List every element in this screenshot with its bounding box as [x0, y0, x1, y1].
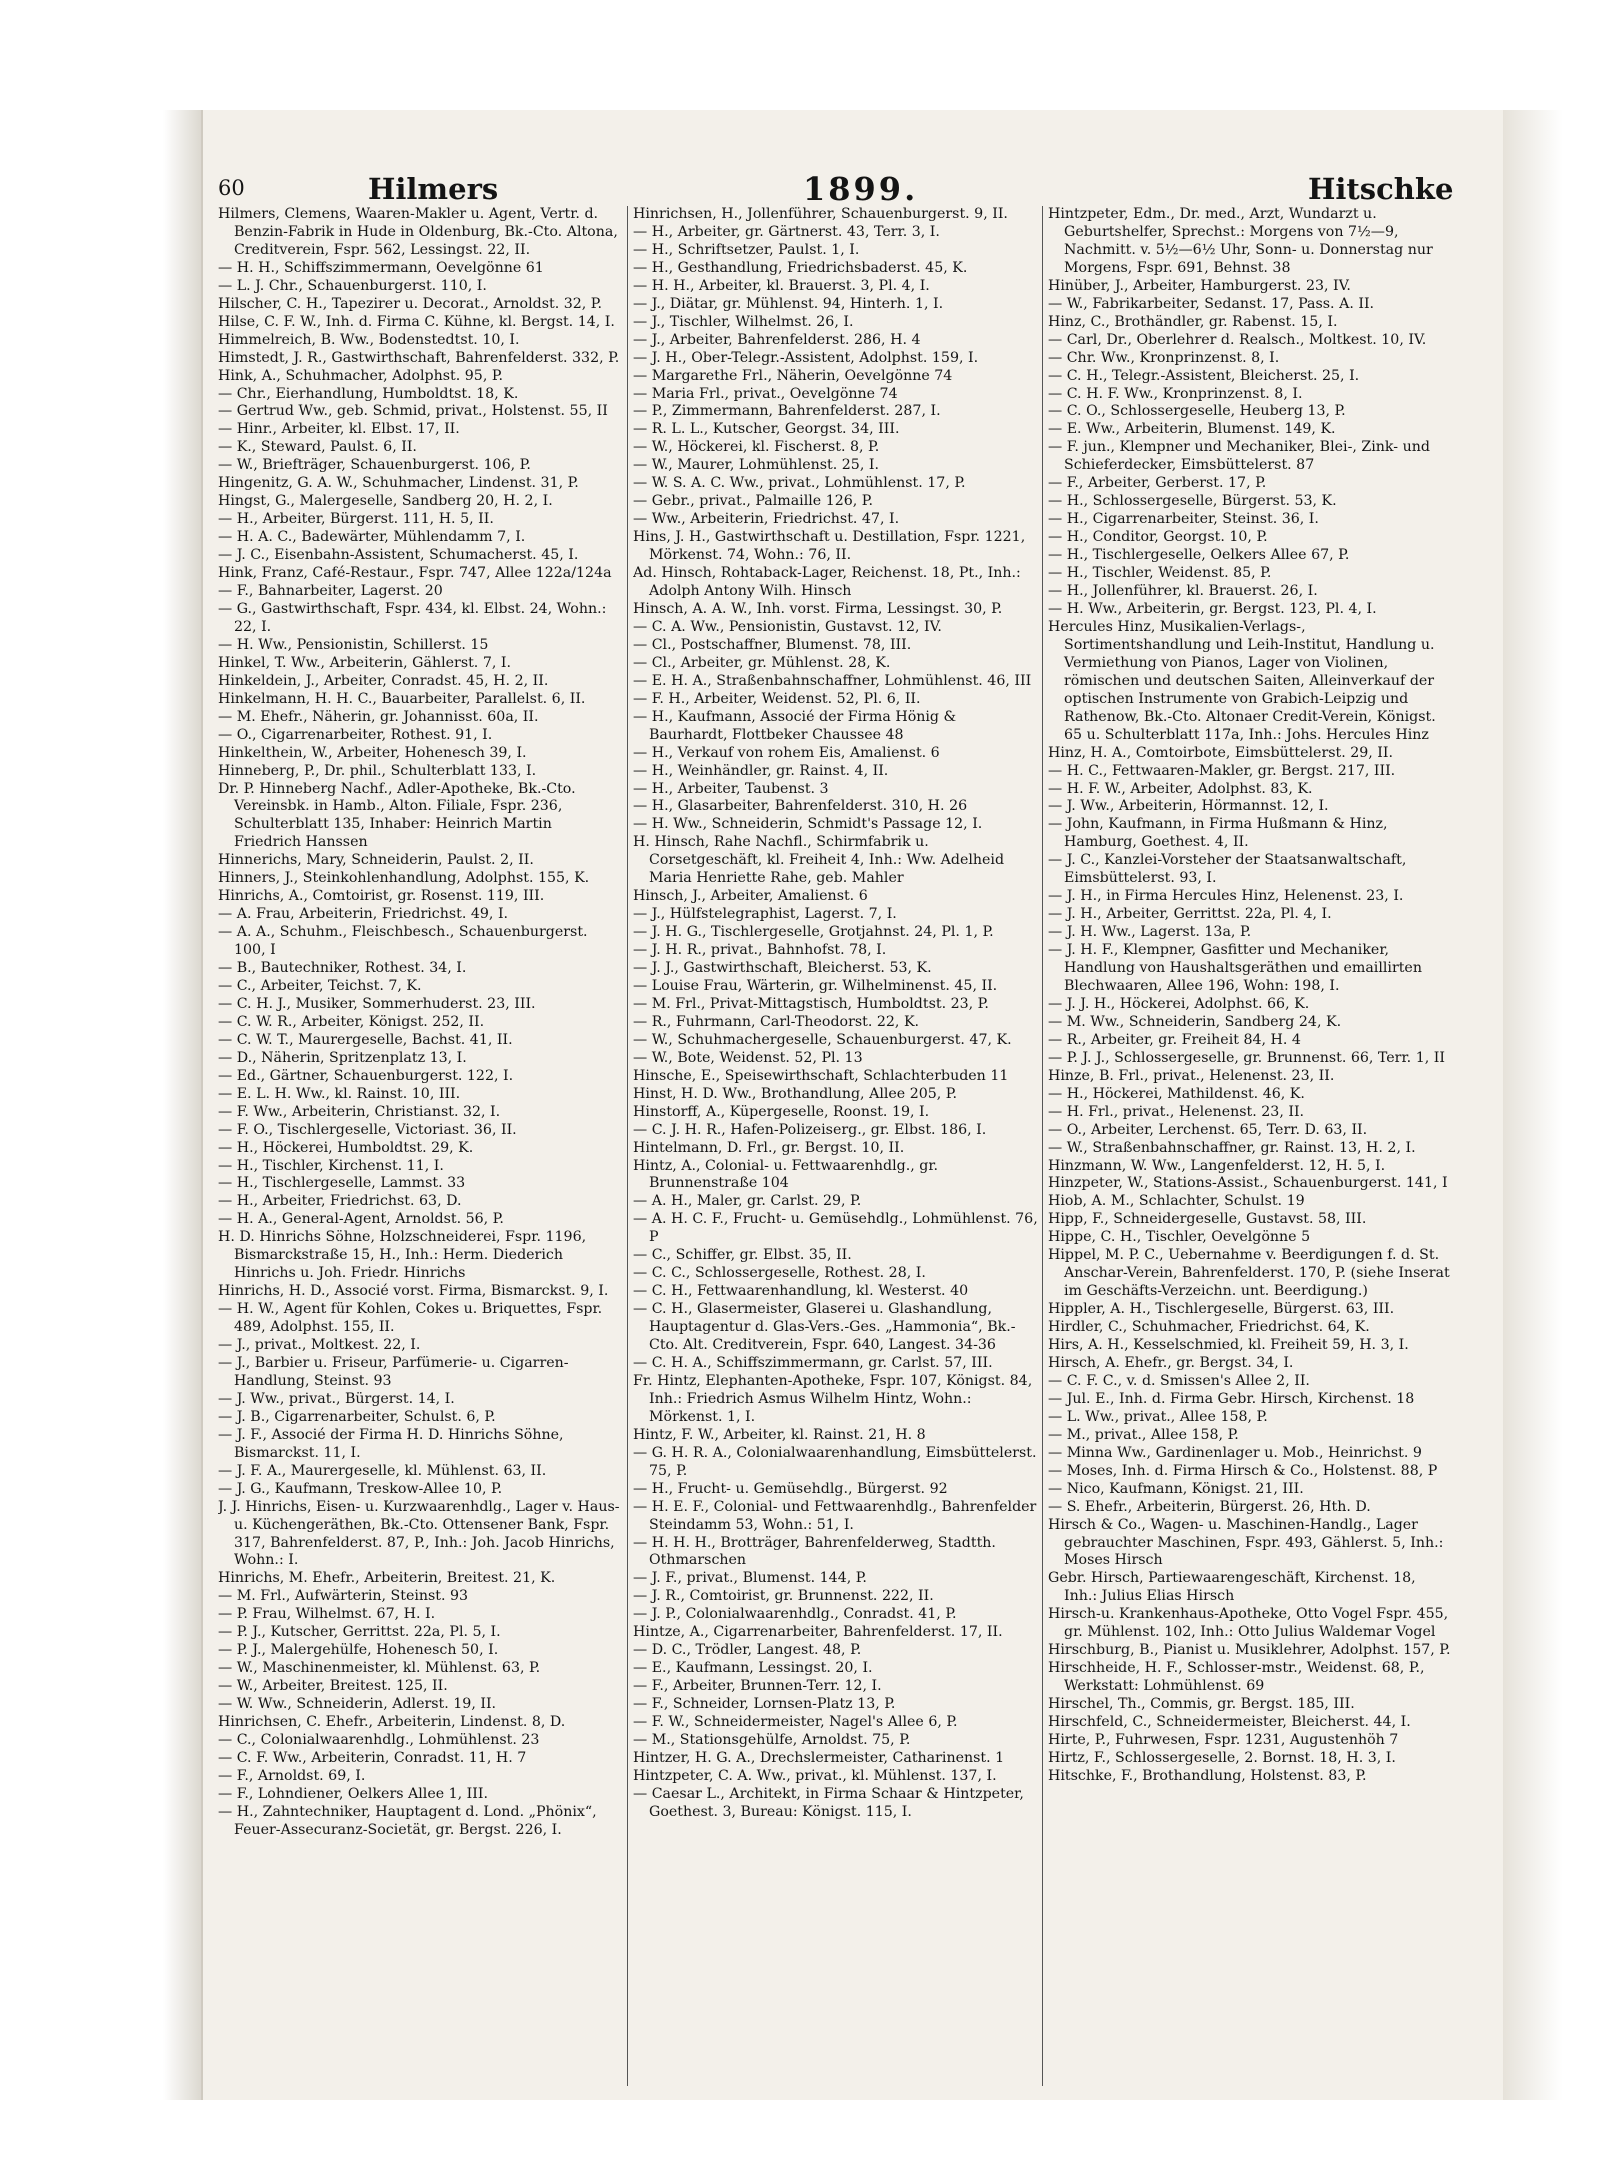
directory-entry: Hink, Franz, Café-Restaur., Fspr. 747, Allee 122a/124a: [218, 565, 612, 582]
directory-entry: — F., Arnoldst. 69, I.: [218, 1767, 366, 1784]
directory-entry: — J. F., privat., Blumenst. 144, P.: [633, 1570, 867, 1587]
directory-entry: — Gertrud Ww., geb. Schmid, privat., Holstenst. 55, II: [218, 403, 608, 420]
directory-entry: — F. H., Arbeiter, Weidenst. 52, Pl. 6, II.: [633, 690, 921, 707]
directory-entry: Himmelreich, B. Ww., Bodenstedtst. 10, I.: [218, 331, 520, 348]
directory-entry: — C. A. Ww., Pensionistin, Gustavst. 12, IV.: [633, 618, 942, 635]
directory-entry: — C. J. H. R., Hafen-Polizeiserg., gr. Elbst. 186, I.: [633, 1121, 987, 1138]
directory-entry: — K., Steward, Paulst. 6, II.: [218, 439, 417, 456]
directory-entry: — H. Frl., privat., Helenenst. 23, II.: [1048, 1103, 1305, 1120]
directory-entry: — H., Kaufmann, Associé der Firma Hönig & Baurhardt, Flottbeker Chaussee 48: [633, 708, 957, 743]
directory-entry: Hercules Hinz, Musikalien-Verlags-, Sortimentshandlung und Leih-Institut, Handlung u. Vermiethung von Pianos, Lager von Violinen, römischen und deutschen Saiten, Alleinverkauf der optischen Instrumente von Grabich-Leipzig und Rathenow, Bk.-Cto. Altonaer Credit-Verein, Königst. 65 u. Schulterblatt 117a, Inh.: Johs. Hercules Hinz: [1048, 618, 1436, 743]
directory-entry: Hintelmann, D. Frl., gr. Bergst. 10, II.: [633, 1139, 905, 1156]
directory-entry: — H. W., Agent für Kohlen, Cokes u. Briquettes, Fspr. 489, Adolphst. 155, II.: [218, 1301, 603, 1336]
directory-entry: — R. L. L., Kutscher, Georgst. 34, III.: [633, 421, 900, 438]
directory-entry: Hinners, J., Steinkohlenhandlung, Adolphst. 155, K.: [218, 870, 590, 887]
directory-entry: — C. W. T., Maurergeselle, Bachst. 41, II.: [218, 1031, 513, 1048]
column-divider: [1042, 206, 1043, 2086]
directory-entry: Hirschburg, B., Pianist u. Musiklehrer, Adolphst. 157, P.: [1048, 1642, 1451, 1659]
directory-entry: Ad. Hinsch, Rohtaback-Lager, Reichenst. 18, Pt., Inh.: Adolph Antony Wilh. Hinsch: [633, 565, 1021, 600]
directory-entry: — P. J., Malergehülfe, Hohenesch 50, I.: [218, 1642, 499, 1659]
directory-entry: — H. H., Schiffszimmermann, Oevelgönne 61: [218, 259, 544, 276]
directory-entry: — H., Höckerei, Mathildenst. 46, K.: [1048, 1085, 1305, 1102]
directory-entry: — C. F. C., v. d. Smissen's Allee 2, II.: [1048, 1372, 1310, 1389]
directory-entry: — J., privat., Moltkest. 22, I.: [218, 1337, 421, 1354]
directory-entry: Hippe, C. H., Tischler, Oevelgönne 5: [1048, 1229, 1311, 1246]
directory-entry: — C. H., Telegr.-Assistent, Bleicherst. 25, I.: [1048, 367, 1360, 384]
column-divider: [627, 206, 628, 2086]
year-title: 1899.: [803, 170, 919, 208]
directory-entry: — F. W., Schneidermeister, Nagel's Allee 6, P.: [633, 1714, 958, 1731]
directory-entry: — H. H., Arbeiter, kl. Brauerst. 3, Pl. 4, I.: [633, 277, 930, 294]
directory-entry: — H., Jollenführer, kl. Brauerst. 26, I.: [1048, 583, 1318, 600]
directory-entry: — C. C., Schlossergeselle, Rothest. 28, I.: [633, 1265, 926, 1282]
directory-entry: — J. P., Colonialwaarenhdlg., Conradst. 41, P.: [633, 1606, 957, 1623]
directory-entry: — J. H., Ober-Telegr.-Assistent, Adolphst. 159, I.: [633, 349, 979, 366]
directory-entry: Hinrichs, M. Ehefr., Arbeiterin, Breitest. 21, K.: [218, 1570, 556, 1587]
directory-entry: — J., Diätar, gr. Mühlenst. 94, Hinterh. 1, I.: [633, 295, 944, 312]
directory-entry: — J. H. G., Tischlergeselle, Grotjahnst. 24, Pl. 1, P.: [633, 924, 994, 941]
directory-entry: — M. Ehefr., Näherin, gr. Johannisst. 60a, II.: [218, 708, 539, 725]
directory-entry: Hintz, A., Colonial- u. Fettwaarenhdlg., gr. Brunnenstraße 104: [633, 1157, 939, 1192]
directory-entry: — H. H. H., Brotträger, Bahrenfelderweg, Stadtth. Othmarschen: [633, 1534, 996, 1569]
directory-entry: — H., Tischlergeselle, Lammst. 33: [218, 1175, 466, 1192]
directory-entry: — Cl., Postschaffner, Blumenst. 78, III.: [633, 636, 912, 653]
directory-entry: Dr. P. Hinneberg Nachf., Adler-Apotheke, Bk.-Cto. Vereinsbk. in Hamb., Alton. Filiale, Fspr. 236, Schulterblatt 135, Inhaber: Heinrich Martin Friedrich Hanssen: [218, 780, 576, 851]
directory-entry: — H. F. W., Arbeiter, Adolphst. 83, K.: [1048, 780, 1313, 797]
directory-entry: Hinzmann, W. Ww., Langenfelderst. 12, H. 5, I.: [1048, 1157, 1386, 1174]
directory-entry: Hintzpeter, C. A. Ww., privat., kl. Mühlenst. 137, I.: [633, 1767, 997, 1784]
directory-entry: — J. H. F., Klempner, Gasfitter und Mechaniker, Handlung von Haushaltsgeräthen und emaillirten Blechwaaren, Allee 196, Wohn: 198, I.: [1048, 942, 1422, 994]
left-running-title: Hilmers: [368, 172, 499, 206]
directory-entry: — W., Höckerei, kl. Fischerst. 8, P.: [633, 439, 880, 456]
directory-entry: — Moses, Inh. d. Firma Hirsch & Co., Holstenst. 88, P: [1048, 1462, 1438, 1479]
directory-entry: — J. Ww., Arbeiterin, Hörmannst. 12, I.: [1048, 798, 1329, 815]
directory-entry: — J. C., Kanzlei-Vorsteher der Staatsanwaltschaft, Eimsbüttelerst. 93, I.: [1048, 852, 1407, 887]
directory-entry: Hinkelthein, W., Arbeiter, Hohenesch 39, I.: [218, 744, 527, 761]
directory-entry: — Hinr., Arbeiter, kl. Elbst. 17, II.: [218, 421, 460, 438]
directory-entry: — J., Arbeiter, Bahrenfelderst. 286, H. 4: [633, 331, 921, 348]
directory-entry: — W., Maurer, Lohmühlenst. 25, I.: [633, 457, 879, 474]
directory-entry: — H., Arbeiter, gr. Gärtnerst. 43, Terr. 3, I.: [633, 223, 940, 240]
directory-entry: Hintz, F. W., Arbeiter, kl. Rainst. 21, H. 8: [633, 1426, 926, 1443]
directory-entry: — J. B., Cigarrenarbeiter, Schulst. 6, P.: [218, 1408, 496, 1425]
directory-entry: Hintzer, H. G. A., Drechslermeister, Catharinenst. 1: [633, 1749, 1005, 1766]
directory-entry: Hirte, P., Fuhrwesen, Fspr. 1231, Augustenhöh 7: [1048, 1732, 1399, 1749]
directory-entry: Hinsch, J., Arbeiter, Amalienst. 6: [633, 888, 868, 905]
directory-entry: — H. Ww., Schneiderin, Schmidt's Passage 12, I.: [633, 816, 983, 833]
directory-entry: — C. H., Glasermeister, Glaserei u. Glashandlung, Hauptagentur d. Glas-Vers.-Ges. „Hammonia“, Bk.-Cto. Alt. Creditverein, Fspr. 640, Langest. 34-36: [633, 1301, 1016, 1354]
directory-entry: — H. Ww., Pensionistin, Schillerst. 15: [218, 636, 489, 653]
directory-entry: — P. J., Kutscher, Gerrittst. 22a, Pl. 5, I.: [218, 1624, 501, 1641]
directory-entry: — H., Gesthandlung, Friedrichsbaderst. 45, K.: [633, 259, 968, 276]
page-header: [218, 170, 1483, 210]
directory-entry: Hins, J. H., Gastwirthschaft u. Destillation, Fspr. 1221, Mörkenst. 74, Wohn.: 76, II.: [633, 529, 1026, 564]
directory-entry: Hipp, F., Schneidergeselle, Gustavst. 58, III.: [1048, 1211, 1367, 1228]
directory-entry: J. J. Hinrichs, Eisen- u. Kurzwaarenhdlg., Lager v. Haus- u. Küchengeräthen, Bk.-Cto. Ottensener Bank, Fspr. 317, Bahrenfelderst. 87, P., Inh.: Joh. Jacob Hinrichs, Wohn.: I.: [218, 1498, 620, 1569]
directory-entry: — P., Zimmermann, Bahrenfelderst. 287, I.: [633, 403, 941, 420]
directory-entry: H. Hinsch, Rahe Nachfl., Schirmfabrik u. Corsetgeschäft, kl. Freiheit 4, Inh.: Ww. Adelheid Maria Henriette Rahe, geb. Mahler: [633, 834, 1005, 887]
directory-entry: — D., Näherin, Spritzenplatz 13, I.: [218, 1049, 467, 1066]
directory-entry: Hirtz, F., Schlossergeselle, 2. Bornst. 18, H. 3, I.: [1048, 1749, 1396, 1766]
directory-entry: — F. Ww., Arbeiterin, Christianst. 32, I.: [218, 1103, 501, 1120]
directory-entry: — P. Frau, Wilhelmst. 67, H. I.: [218, 1606, 436, 1623]
directory-entry: — A. H., Maler, gr. Carlst. 29, P.: [633, 1193, 862, 1210]
directory-entry: — O., Cigarrenarbeiter, Rothest. 91, I.: [218, 726, 493, 743]
directory-entry: — Nico, Kaufmann, Königst. 21, III.: [1048, 1480, 1304, 1497]
directory-entry: Hinzpeter, W., Stations-Assist., Schauenburgerst. 141, I: [1048, 1175, 1448, 1192]
directory-column-3: [1048, 206, 1453, 2086]
directory-entry: — M. Frl., Aufwärterin, Steinst. 93: [218, 1588, 469, 1605]
directory-entry: Fr. Hintz, Elephanten-Apotheke, Fspr. 107, Königst. 84, Inh.: Friedrich Asmus Wilhelm Hintz, Wohn.: Mörkenst. 1, I.: [633, 1372, 1033, 1425]
directory-entry: — W., Straßenbahnschaffner, gr. Rainst. 13, H. 2, I.: [1048, 1139, 1416, 1156]
directory-entry: — O., Arbeiter, Lerchenst. 65, Terr. D. 63, II.: [1048, 1121, 1368, 1138]
directory-entry: — H., Verkauf von rohem Eis, Amalienst. 6: [633, 744, 940, 761]
directory-entry: Gebr. Hirsch, Partiewaarengeschäft, Kirchenst. 18, Inh.: Julius Elias Hirsch: [1048, 1570, 1416, 1605]
directory-entry: — H., Schlossergeselle, Bürgerst. 53, K.: [1048, 493, 1337, 510]
directory-entry: Hinstorff, A., Küpergeselle, Roonst. 19, I.: [633, 1103, 930, 1120]
directory-entry: — W. S. A. C. Ww., privat., Lohmühlenst. 17, P.: [633, 475, 966, 492]
directory-entry: Hiob, A. M., Schlachter, Schulst. 19: [1048, 1193, 1305, 1210]
directory-entry: Hilmers, Clemens, Waaren-Makler u. Agent, Vertr. d. Benzin-Fabrik in Hude in Oldenburg, Bk.-Cto. Altona, Creditverein, Fspr. 562, Lessingst. 22, II.: [218, 206, 618, 258]
directory-entry: — J. H., in Firma Hercules Hinz, Helenenst. 23, I.: [1048, 888, 1404, 905]
directory-column-2: [633, 206, 1038, 2086]
directory-entry: — D. C., Trödler, Langest. 48, P.: [633, 1642, 862, 1659]
directory-entry: — J. F. A., Maurergeselle, kl. Mühlenst. 63, II.: [218, 1462, 547, 1479]
directory-entry: — C. H. F. Ww., Kronprinzenst. 8, I.: [1048, 385, 1303, 402]
directory-entry: — M., Stationsgehülfe, Arnoldst. 75, P.: [633, 1732, 911, 1749]
directory-entry: Hinsche, E., Speisewirthschaft, Schlachterbuden 11: [633, 1067, 1009, 1084]
directory-entry: — A. Frau, Arbeiterin, Friedrichst. 49, I.: [218, 906, 509, 923]
directory-entry: — W., Bote, Weidenst. 52, Pl. 13: [633, 1049, 863, 1066]
directory-entry: — H., Weinhändler, gr. Rainst. 4, II.: [633, 762, 889, 779]
directory-entry: Hitschke, F., Brothandlung, Holstenst. 83, P.: [1048, 1767, 1367, 1784]
directory-entry: — Carl, Dr., Oberlehrer d. Realsch., Moltkest. 10, IV.: [1048, 331, 1427, 348]
directory-entry: Hirs, A. H., Kesselschmied, kl. Freiheit 59, H. 3, I.: [1048, 1337, 1409, 1354]
directory-entry: — R., Arbeiter, gr. Freiheit 84, H. 4: [1048, 1031, 1301, 1048]
directory-entry: Hinrichs, H. D., Associé vorst. Firma, Bismarckst. 9, I.: [218, 1283, 609, 1300]
directory-entry: — R., Fuhrmann, Carl-Theodorst. 22, K.: [633, 1013, 920, 1030]
directory-entry: — C., Schiffer, gr. Elbst. 35, II.: [633, 1247, 852, 1264]
directory-entry: — L. Ww., privat., Allee 158, P.: [1048, 1408, 1268, 1425]
directory-entry: — H., Cigarrenarbeiter, Steinst. 36, I.: [1048, 511, 1319, 528]
directory-entry: — F. O., Tischlergeselle, Victoriast. 36, II.: [218, 1121, 517, 1138]
directory-entry: — H. C., Fettwaaren-Makler, gr. Bergst. 217, III.: [1048, 762, 1396, 779]
directory-entry: — J. R., Comtoirist, gr. Brunnenst. 222, II.: [633, 1588, 934, 1605]
directory-entry: — J. H. Ww., Lagerst. 13a, P.: [1048, 924, 1252, 941]
directory-entry: Hinz, H. A., Comtoirbote, Eimsbüttelerst. 29, II.: [1048, 744, 1394, 761]
directory-entry: — J., Barbier u. Friseur, Parfümerie- u. Cigarren-Handlung, Steinst. 93: [218, 1355, 569, 1389]
directory-entry: — E., Kaufmann, Lessingst. 20, I.: [633, 1660, 873, 1677]
directory-entry: — Minna Ww., Gardinenlager u. Mob., Heinrichst. 9: [1048, 1444, 1422, 1461]
directory-entry: — Gebr., privat., Palmaille 126, P.: [633, 493, 873, 510]
right-running-title: Hitschke: [1308, 172, 1454, 206]
directory-entry: — F., Arbeiter, Brunnen-Terr. 12, I.: [633, 1678, 882, 1695]
directory-entry: — B., Bautechniker, Rothest. 34, I.: [218, 960, 467, 977]
directory-entry: Hinrichsen, C. Ehefr., Arbeiterin, Lindenst. 8, D.: [218, 1714, 566, 1731]
directory-entry: Hinkelmann, H. H. C., Bauarbeiter, Parallelst. 6, II.: [218, 690, 586, 707]
directory-entry: — M. Ww., Schneiderin, Sandberg 24, K.: [1048, 1013, 1342, 1030]
directory-entry: — C. O., Schlossergeselle, Heuberg 13, P.: [1048, 403, 1346, 420]
directory-entry: Hirschfeld, C., Schneidermeister, Bleicherst. 44, I.: [1048, 1714, 1411, 1731]
directory-entry: — S. Ehefr., Arbeiterin, Bürgerst. 26, Hth. D.: [1048, 1498, 1371, 1515]
directory-entry: — C. F. Ww., Arbeiterin, Conradst. 11, H. 7: [218, 1749, 527, 1766]
directory-entry: — F., Bahnarbeiter, Lagerst. 20: [218, 583, 443, 600]
directory-entry: — H., Tischler, Weidenst. 85, P.: [1048, 565, 1272, 582]
directory-entry: — J., Hülfstelegraphist, Lagerst. 7, I.: [633, 906, 897, 923]
directory-entry: — H., Arbeiter, Taubenst. 3: [633, 780, 829, 797]
directory-entry: — E. Ww., Arbeiterin, Blumenst. 149, K.: [1048, 421, 1336, 438]
directory-entry: Hingst, G., Malergeselle, Sandberg 20, H. 2, I.: [218, 493, 553, 510]
directory-entry: Hinnerichs, Mary, Schneiderin, Paulst. 2, II.: [218, 852, 534, 869]
directory-entry: — H., Arbeiter, Bürgerst. 111, H. 5, II.: [218, 511, 494, 528]
directory-entry: — J. Ww., privat., Bürgerst. 14, I.: [218, 1390, 455, 1407]
directory-entry: Hintzpeter, Edm., Dr. med., Arzt, Wundarzt u. Geburtshelfer, Sprechst.: Morgens von 7½—9, Nachmitt. v. 5½—6½ Uhr, Sonn- u. Donnerstag nur Morgens, Fspr. 691, Behnst. 38: [1048, 206, 1433, 276]
directory-entry: — John, Kaufmann, in Firma Hußmann & Hinz, Hamburg, Goethest. 4, II.: [1048, 816, 1388, 851]
directory-entry: — F., Arbeiter, Gerberst. 17, P.: [1048, 475, 1267, 492]
directory-entry: Hinrichsen, H., Jollenführer, Schauenburgerst. 9, II.: [633, 206, 1008, 222]
directory-entry: — H. A. C., Badewärter, Mühlendamm 7, I.: [218, 529, 526, 546]
directory-entry: — Chr. Ww., Kronprinzenst. 8, I.: [1048, 349, 1280, 366]
directory-entry: — Ww., Arbeiterin, Friedrichst. 47, I.: [633, 511, 900, 528]
directory-entry: Hinkeldein, J., Arbeiter, Conradst. 45, H. 2, II.: [218, 672, 549, 689]
directory-entry: Hinkel, T. Ww., Arbeiterin, Gählerst. 7, I.: [218, 654, 511, 671]
directory-entry: Hippler, A. H., Tischlergeselle, Bürgerst. 63, III.: [1048, 1301, 1395, 1318]
directory-entry: — C., Arbeiter, Teichst. 7, K.: [218, 977, 422, 994]
directory-entry: Hirsch & Co., Wagen- u. Maschinen-Handlg., Lager gebrauchter Maschinen, Fspr. 493, Gählerst. 5, Inh.: Moses Hirsch: [1048, 1516, 1444, 1569]
directory-entry: — F. jun., Klempner und Mechaniker, Blei-, Zink- und Schieferdecker, Eimsbüttelerst. 87: [1048, 439, 1430, 474]
directory-entry: Hirschheide, H. F., Schlosser-mstr., Weidenst. 68, P., Werkstatt: Lohmühlenst. 69: [1048, 1660, 1425, 1695]
directory-entry: — J. G., Kaufmann, Treskow-Allee 10, P.: [218, 1480, 503, 1497]
directory-entry: — H., Glasarbeiter, Bahrenfelderst. 310, H. 26: [633, 798, 968, 815]
page-number: 60: [218, 176, 245, 200]
directory-entry: — M., privat., Allee 158, P.: [1048, 1426, 1239, 1443]
directory-entry: Hirsch-u. Krankenhaus-Apotheke, Otto Vogel Fspr. 455, gr. Mühlenst. 102, Inh.: Otto Julius Waldemar Vogel: [1048, 1606, 1449, 1641]
directory-entry: Hinze, B. Frl., privat., Helenenst. 23, II.: [1048, 1067, 1335, 1084]
directory-entry: Hinst, H. D. Ww., Brothandlung, Allee 205, P.: [633, 1085, 957, 1102]
directory-page: [200, 110, 1503, 2100]
directory-entry: — W., Schuhmachergeselle, Schauenburgerst. 47, K.: [633, 1031, 1012, 1048]
directory-entry: — W. Ww., Schneiderin, Adlerst. 19, II.: [218, 1696, 497, 1713]
directory-entry: — J. H. R., privat., Bahnhofst. 78, I.: [633, 942, 887, 959]
directory-entry: — C. H. J., Musiker, Sommerhuderst. 23, III.: [218, 995, 536, 1012]
directory-entry: — Ed., Gärtner, Schauenburgerst. 122, I.: [218, 1067, 514, 1084]
directory-entry: — Margarethe Frl., Näherin, Oevelgönne 74: [633, 367, 953, 384]
directory-entry: Hinz, C., Brothändler, gr. Rabenst. 15, I.: [1048, 313, 1338, 330]
directory-entry: — Chr., Eierhandlung, Humboldtst. 18, K.: [218, 385, 519, 402]
directory-entry: — H., Höckerei, Humboldtst. 29, K.: [218, 1139, 474, 1156]
directory-entry: — Louise Frau, Wärterin, gr. Wilhelminenst. 45, II.: [633, 977, 998, 994]
directory-entry: — W., Arbeiter, Breitest. 125, II.: [218, 1678, 448, 1695]
directory-entry: — J. J., Gastwirthschaft, Bleicherst. 53, K.: [633, 960, 932, 977]
directory-entry: — Cl., Arbeiter, gr. Mühlenst. 28, K.: [633, 654, 891, 671]
directory-entry: — J., Tischler, Wilhelmst. 26, I.: [633, 313, 854, 330]
directory-entry: — F., Lohndiener, Oelkers Allee 1, III.: [218, 1785, 489, 1802]
directory-entry: Hirsch, A. Ehefr., gr. Bergst. 34, I.: [1048, 1355, 1294, 1371]
directory-entry: — G., Gastwirthschaft, Fspr. 434, kl. Elbst. 24, Wohn.: 22, I.: [218, 600, 607, 635]
directory-entry: — H. A., General-Agent, Arnoldst. 56, P.: [218, 1211, 504, 1228]
directory-column-1: [218, 206, 623, 2086]
directory-entry: Hink, A., Schuhmacher, Adolphst. 95, P.: [218, 367, 504, 384]
directory-entry: — C. H., Fettwaarenhandlung, kl. Westerst. 40: [633, 1283, 969, 1300]
directory-entry: — Caesar L., Architekt, in Firma Schaar & Hintzpeter, Goethest. 3, Bureau: Königst. 115, I.: [633, 1785, 1024, 1820]
directory-entry: Hirdler, C., Schuhmacher, Friedrichst. 64, K.: [1048, 1319, 1370, 1336]
directory-entry: — J. J. H., Höckerei, Adolphst. 66, K.: [1048, 995, 1310, 1012]
directory-entry: Himstedt, J. R., Gastwirthschaft, Bahrenfelderst. 332, P.: [218, 349, 620, 366]
directory-entry: Hilscher, C. H., Tapezirer u. Decorat., Arnoldst. 32, P.: [218, 295, 602, 312]
directory-entry: — H. Ww., Arbeiterin, gr. Bergst. 123, Pl. 4, I.: [1048, 600, 1377, 617]
directory-entry: H. D. Hinrichs Söhne, Holzschneiderei, Fspr. 1196, Bismarckstraße 15, H., Inh.: Herm. Diederich Hinrichs u. Joh. Friedr. Hinrichs: [218, 1229, 587, 1282]
directory-entry: — H., Tischlergeselle, Oelkers Allee 67, P.: [1048, 547, 1350, 564]
directory-entry: — H., Zahntechniker, Hauptagent d. Lond. „Phönix“, Feuer-Assecuranz-Societät, gr. Bergst. 226, I.: [218, 1803, 597, 1838]
directory-entry: — G. H. R. A., Colonialwaarenhandlung, Eimsbüttelerst. 75, P.: [633, 1444, 1037, 1479]
directory-entry: — H., Schriftsetzer, Paulst. 1, I.: [633, 241, 860, 258]
directory-entry: — L. J. Chr., Schauenburgerst. 110, I.: [218, 277, 487, 294]
directory-entry: — W., Maschinenmeister, kl. Mühlenst. 63, P.: [218, 1660, 541, 1677]
directory-entry: Hippel, M. P. C., Uebernahme v. Beerdigungen f. d. St. Anschar-Verein, Bahrenfelderst. 170, P. (siehe Inserat im Geschäfts-Verzeichn. unt. Beerdigung.): [1048, 1247, 1450, 1300]
directory-entry: — M. Frl., Privat-Mittagstisch, Humboldtst. 23, P.: [633, 995, 989, 1012]
directory-entry: Hinüber, J., Arbeiter, Hamburgerst. 23, IV.: [1048, 277, 1351, 294]
directory-entry: — W., Briefträger, Schauenburgerst. 106, P.: [218, 457, 531, 474]
directory-entry: — C. W. R., Arbeiter, Königst. 252, II.: [218, 1013, 485, 1030]
directory-entry: — C., Colonialwaarenhdlg., Lohmühlenst. 23: [218, 1732, 540, 1749]
directory-entry: Hilse, C. F. W., Inh. d. Firma C. Kühne, kl. Bergst. 14, I.: [218, 313, 615, 330]
directory-entry: — Jul. E., Inh. d. Firma Gebr. Hirsch, Kirchenst. 18: [1048, 1390, 1415, 1407]
directory-entry: — H., Arbeiter, Friedrichst. 63, D.: [218, 1193, 462, 1210]
directory-entry: Hinrichs, A., Comtoirist, gr. Rosenst. 119, III.: [218, 888, 545, 905]
directory-entry: — W., Fabrikarbeiter, Sedanst. 17, Pass. A. II.: [1048, 295, 1375, 312]
directory-entry: — J. C., Eisenbahn-Assistent, Schumacherst. 45, I.: [218, 547, 579, 564]
directory-entry: — H., Tischler, Kirchenst. 11, I.: [218, 1157, 444, 1174]
directory-entry: — E. L. H. Ww., kl. Rainst. 10, III.: [218, 1085, 461, 1102]
directory-entry: Hinneberg, P., Dr. phil., Schulterblatt 133, I.: [218, 762, 537, 779]
directory-entry: — J. H., Arbeiter, Gerrittst. 22a, Pl. 4, I.: [1048, 906, 1332, 923]
directory-entry: — J. F., Associé der Firma H. D. Hinrichs Söhne, Bismarckst. 11, I.: [218, 1426, 564, 1461]
directory-entry: Hintze, A., Cigarrenarbeiter, Bahrenfelderst. 17, II.: [633, 1624, 1003, 1641]
directory-entry: — H. E. F., Colonial- und Fettwaarenhdlg., Bahrenfelder Steindamm 53, Wohn.: 51, I.: [633, 1498, 1037, 1533]
directory-entry: — E. H. A., Straßenbahnschaffner, Lohmühlenst. 46, III: [633, 672, 1032, 689]
directory-entry: — A. A., Schuhm., Fleischbesch., Schauenburgerst. 100, I: [218, 924, 588, 959]
directory-entry: — F., Schneider, Lornsen-Platz 13, P.: [633, 1696, 896, 1713]
directory-entry: — H., Frucht- u. Gemüsehdlg., Bürgerst. 92: [633, 1480, 948, 1497]
directory-entry: — P. J. J., Schlossergeselle, gr. Brunnenst. 66, Terr. 1, II: [1048, 1049, 1445, 1066]
directory-entry: Hinsch, A. A. W., Inh. vorst. Firma, Lessingst. 30, P.: [633, 600, 1003, 617]
directory-entry: — H., Conditor, Georgst. 10, P.: [1048, 529, 1268, 546]
directory-entry: — Maria Frl., privat., Oevelgönne 74: [633, 385, 898, 402]
directory-entry: — A. H. C. F., Frucht- u. Gemüsehdlg., Lohmühlenst. 76, P: [633, 1211, 1038, 1246]
directory-entry: — C. H. A., Schiffszimmermann, gr. Carlst. 57, III.: [633, 1355, 993, 1371]
directory-entry: Hirschel, Th., Commis, gr. Bergst. 185, III.: [1048, 1696, 1355, 1713]
directory-entry: Hingenitz, G. A. W., Schuhmacher, Lindenst. 31, P.: [218, 475, 579, 492]
